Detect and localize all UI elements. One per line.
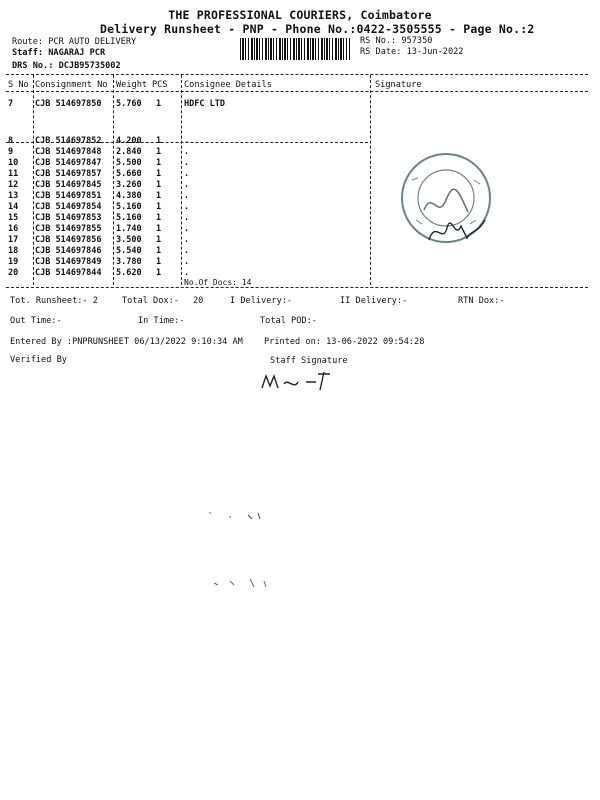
cell-consignee: . xyxy=(184,235,190,245)
cell-weight: 5.660 xyxy=(116,169,142,179)
header-consignment: Consignment No xyxy=(35,80,108,90)
cell-sno: 13 xyxy=(8,191,19,201)
cell-consignee: HDFC LTD xyxy=(184,99,225,109)
cell-sno: 12 xyxy=(8,180,19,190)
table-row xyxy=(0,257,600,268)
cell-consignment: CJB 514697844 xyxy=(35,268,102,278)
cell-sno: 17 xyxy=(8,235,19,245)
cell-pcs: 1 xyxy=(156,180,162,190)
cell-consignee: . xyxy=(184,191,190,201)
table-bottom-rule xyxy=(6,287,588,288)
cell-consignee: . xyxy=(184,180,190,190)
cell-sno: 8 xyxy=(8,136,14,146)
table-row xyxy=(0,191,600,202)
cell-consignee: . xyxy=(184,202,190,212)
table-row xyxy=(0,235,600,246)
cell-consignee: . xyxy=(184,158,190,168)
cell-pcs: 1 xyxy=(156,213,162,223)
cell-consignee: . xyxy=(184,169,190,179)
cell-sno: 11 xyxy=(8,169,19,179)
cell-weight: 2.840 xyxy=(116,147,142,157)
rs-number: RS No.: 957350 xyxy=(360,36,433,46)
rs-date: RS Date: 13-Jun-2022 xyxy=(360,47,464,57)
cell-consignee: . xyxy=(184,213,190,223)
cell-consignment: CJB 514697854 xyxy=(35,202,102,212)
total-dox-value: 20 xyxy=(193,296,204,306)
cell-pcs: 1 xyxy=(156,268,162,278)
cell-sno: 9 xyxy=(8,147,14,157)
cell-weight: 5.620 xyxy=(116,268,142,278)
cell-consignee: . xyxy=(184,224,190,234)
verified-by: Verified By xyxy=(10,355,67,365)
staff-signature-label: Staff Signature xyxy=(270,356,348,366)
table-row xyxy=(0,202,600,213)
header-consignee: Consignee Details xyxy=(184,80,272,90)
total-pod: Total POD:- xyxy=(260,316,317,326)
barcode xyxy=(240,38,350,60)
table-row xyxy=(0,136,600,147)
cell-sno: 15 xyxy=(8,213,19,223)
cell-consignee: . xyxy=(184,147,190,157)
cell-consignment: CJB 514697856 xyxy=(35,235,102,245)
cell-pcs: 1 xyxy=(156,191,162,201)
cell-weight: 5.540 xyxy=(116,246,142,256)
cell-sno: 7 xyxy=(8,99,14,109)
header-signature: Signature xyxy=(375,80,422,90)
cell-consignee: . xyxy=(184,246,190,256)
table-top-rule xyxy=(6,74,588,75)
cell-sno: 20 xyxy=(8,268,19,278)
cell-pcs: 1 xyxy=(156,224,162,234)
cell-weight: 5.760 xyxy=(116,99,142,109)
signature-icon xyxy=(425,210,495,250)
cell-weight: 3.780 xyxy=(116,257,142,267)
staff-label: Staff: NAGARAJ PCR xyxy=(12,48,106,58)
cell-consignment: CJB 514697845 xyxy=(35,180,102,190)
table-row xyxy=(0,180,600,191)
cell-weight: 3.500 xyxy=(116,235,142,245)
table-row xyxy=(0,224,600,235)
cell-sno: 19 xyxy=(8,257,19,267)
in-time: In Time:- xyxy=(138,316,185,326)
cell-pcs: 1 xyxy=(156,202,162,212)
cell-consignment: CJB 514697857 xyxy=(35,169,102,179)
i-delivery: I Delivery:- xyxy=(230,296,293,306)
entered-by: Entered By :PNPRUNSHEET 06/13/2022 9:10:34 AM xyxy=(10,337,243,347)
cell-consignee: . xyxy=(184,268,190,278)
cell-pcs: 1 xyxy=(156,99,162,109)
table-row xyxy=(0,268,600,279)
cell-pcs: 1 xyxy=(156,169,162,179)
out-time: Out Time:- xyxy=(10,316,62,326)
table-row xyxy=(0,169,600,180)
cell-consignee: . xyxy=(184,257,190,267)
cell-weight: 5.160 xyxy=(116,202,142,212)
header-weight: Weight xyxy=(116,80,148,90)
cell-consignment: CJB 514697852 xyxy=(35,136,102,146)
cell-pcs: 1 xyxy=(156,136,162,146)
runsheet-title: Delivery Runsheet - PNP - Phone No.:0422-3505555 - Page No.:2 xyxy=(100,22,535,36)
cell-sno: 16 xyxy=(8,224,19,234)
staff-signature-icon xyxy=(258,366,348,396)
route-label: Route: PCR AUTO DELIVERY xyxy=(12,37,137,47)
cell-pcs: 1 xyxy=(156,246,162,256)
faint-mark-icon xyxy=(210,575,280,591)
cell-weight: 5.160 xyxy=(116,213,142,223)
printed-on: Printed on: 13-06-2022 09:54:28 xyxy=(264,337,425,347)
cell-pcs: 1 xyxy=(156,158,162,168)
cell-sno: 10 xyxy=(8,158,19,168)
header-sno: S No xyxy=(8,80,29,90)
faint-mark-icon xyxy=(200,505,290,525)
ii-delivery: II Delivery:- xyxy=(340,296,408,306)
cell-consignment: CJB 514697851 xyxy=(35,191,102,201)
cell-consignment: CJB 514697850 xyxy=(35,99,102,109)
cell-pcs: 1 xyxy=(156,257,162,267)
cell-consignment: CJB 514697847 xyxy=(35,158,102,168)
cell-weight: 4.380 xyxy=(116,191,142,201)
cell-sno: 14 xyxy=(8,202,19,212)
cell-consignee: . xyxy=(184,136,190,146)
cell-weight: 3.260 xyxy=(116,180,142,190)
cell-consignment: CJB 514697846 xyxy=(35,246,102,256)
cell-weight: 4.200 xyxy=(116,136,142,146)
total-dox-label: Total Dox:- xyxy=(122,296,179,306)
header-pcs: PCS xyxy=(152,80,168,90)
cell-consignment: CJB 514697848 xyxy=(35,147,102,157)
cell-pcs: 1 xyxy=(156,147,162,157)
no-of-docs: No.Of Docs: 14 xyxy=(184,278,252,287)
rtn-dox: RTN Dox:- xyxy=(458,296,505,306)
tot-runsheet: Tot. Runsheet:- 2 xyxy=(10,296,98,306)
table-row xyxy=(0,147,600,158)
cell-weight: 5.500 xyxy=(116,158,142,168)
cell-pcs: 1 xyxy=(156,235,162,245)
cell-consignment: CJB 514697849 xyxy=(35,257,102,267)
table-row xyxy=(0,99,600,110)
cell-weight: 1.740 xyxy=(116,224,142,234)
table-row xyxy=(0,246,600,257)
table-row xyxy=(0,158,600,169)
table-row xyxy=(0,213,600,224)
cell-consignment: CJB 514697855 xyxy=(35,224,102,234)
cell-sno: 18 xyxy=(8,246,19,256)
drs-number: DRS No.: DCJB95735002 xyxy=(12,61,121,71)
cell-consignment: CJB 514697853 xyxy=(35,213,102,223)
table-header-rule xyxy=(6,91,588,92)
company-title: THE PROFESSIONAL COURIERS, Coimbatore xyxy=(168,8,432,22)
